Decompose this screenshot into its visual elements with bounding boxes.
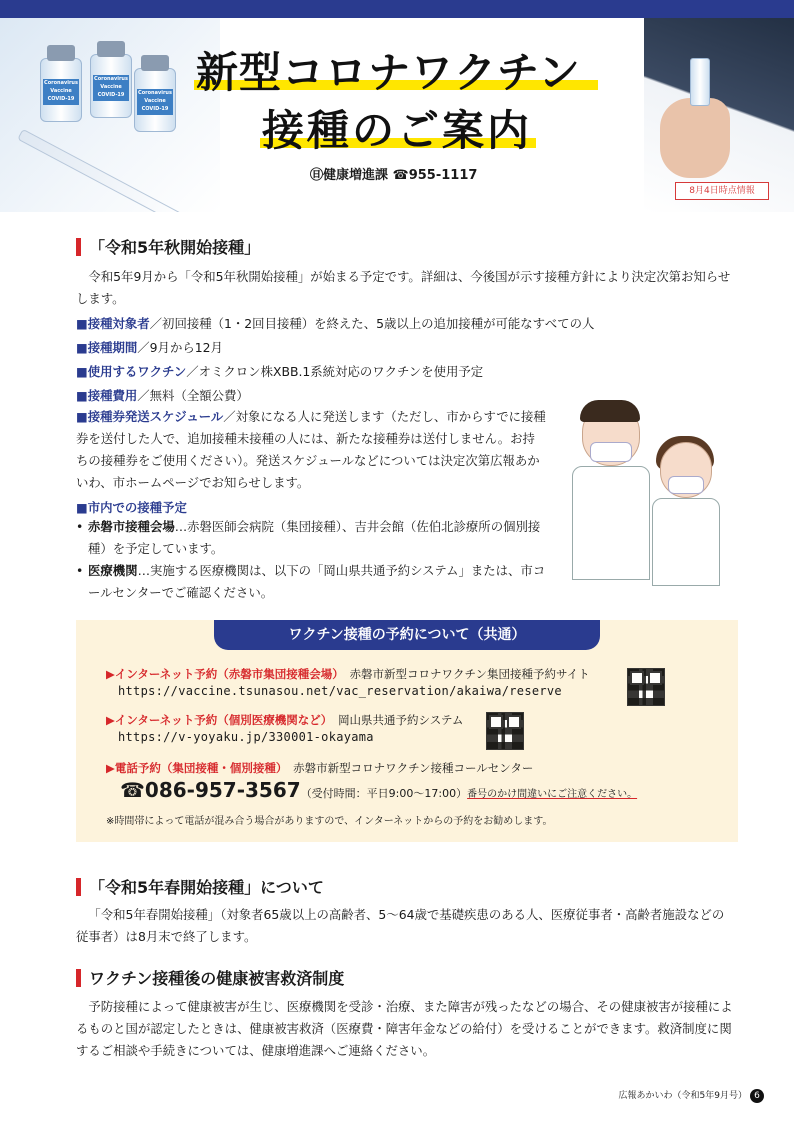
autumn-intro: 令和5年9月から「令和5年秋開始接種」が始まる予定です。詳細は、今後国が示す接種方針により決定次第お知らせします。 (76, 269, 731, 306)
vaccine-vials-image (0, 18, 220, 212)
item-city-plan: ■市内での接種予定 (76, 500, 187, 515)
tel-line: ▶電話予約（集団接種・個別接種） 赤磐市新型コロナワクチン接種コールセンター (106, 761, 534, 775)
qr-code-icon (627, 668, 665, 706)
reservation-title: ワクチン接種の予約について（共通） (214, 620, 600, 650)
item-vaccine: ■使用するワクチン／オミクロン株XBB.1系統対応のワクチンを使用予定 (76, 364, 484, 379)
net2-url-link[interactable]: https://v-yoyaku.jp/330001-okayama (118, 730, 374, 744)
net2-line: ▶インターネット予約（個別医療機関など） 岡山県共通予約システム (106, 713, 464, 727)
footer: 広報あかいわ（令和5年9月号） 6 (619, 1088, 764, 1103)
syringe (17, 129, 192, 212)
section-heading-relief: ワクチン接種後の健康被害救済制度 (76, 966, 344, 989)
page-title-line1: 新型コロナワクチン (196, 48, 581, 97)
item-schedule: ■接種券発送スケジュール／対象になる人に発送します（ただし、市からすでに接種券を送付した人で、追加接種未接種の人には、新たな接種券は送付しません。お持ちの接種券をご使用ください）。発送スケジュールなどについては決定次第広報あかいわ、市ホームページでお知らせします。 (76, 409, 546, 490)
heading-bar (76, 878, 81, 896)
contact-info: ㊐健康増進課 ☎955-1117 (310, 168, 478, 183)
qr-code-icon (486, 712, 524, 750)
item-target: ■接種対象者／初回接種（1・2回目接種）を終えた、5歳以上の追加接種が可能なすべての人 (76, 316, 595, 331)
reservation-box (76, 620, 738, 842)
bullet-city-venue: • 赤磐市接種会場…赤磐医師会病院（集団接種）、吉井会館（佐伯北診療所の個別接種）を予定しています。 (76, 519, 541, 556)
net1-url-link[interactable]: https://vaccine.tsunasou.net/vac_reservation/akaiwa/reserve (118, 684, 562, 698)
doctor-nurse-illustration (552, 398, 742, 588)
item-period: ■接種期間／9月から12月 (76, 340, 223, 355)
page-title-line2: 接種のご案内 (262, 106, 533, 155)
vial: Coronavirus Vaccine COVID-19 (40, 58, 82, 122)
vial: Coronavirus Vaccine COVID-19 (90, 54, 132, 118)
relief-text: 予防接種によって健康被害が生じ、医療機関を受診・治療、また障害が残ったなどの場合、その健康被害が接種によるものと国が認定したときは、健康被害救済（医療費・障害年金などの給付）を受けることができます。救済制度に関するご相談や手続きについては、健康増進課へご連絡ください。 (76, 999, 733, 1058)
page-number: 6 (750, 1089, 764, 1103)
section-heading-autumn: 「令和5年秋開始接種」 (76, 235, 260, 258)
heading-bar (76, 238, 81, 256)
item-cost: ■接種費用／無料（全額公費） (76, 388, 249, 403)
heading-bar (76, 969, 81, 987)
bullet-medical-institution: • 医療機関…実施する医療機関は、以下の「岡山県共通予約システム」または、市コールセンターでご確認ください。 (76, 563, 546, 600)
date-badge: 8月4日時点情報 (675, 182, 769, 200)
top-bar (0, 0, 794, 18)
phone-number[interactable]: ☎086-957-3567（受付時間：平日9:00～17:00）番号のかけ間違いにご注意ください。 (120, 778, 638, 802)
net1-line: ▶インターネット予約（赤磐市集団接種会場） 赤磐市新型コロナワクチン集団接種予約サイト (106, 667, 590, 681)
spring-text: 「令和5年春開始接種」（対象者65歳以上の高齢者、5～64歳で基礎疾患のある人、医療従事者・高齢者施設などの従事者）は8月末で終了します。 (76, 907, 725, 944)
reservation-note: ※時間帯によって電話が混み合う場合がありますので、インターネットからの予約をお勧めします。 (106, 816, 553, 827)
section-heading-spring: 「令和5年春開始接種」について (76, 875, 324, 898)
vial: Coronavirus Vaccine COVID-19 (134, 68, 176, 132)
